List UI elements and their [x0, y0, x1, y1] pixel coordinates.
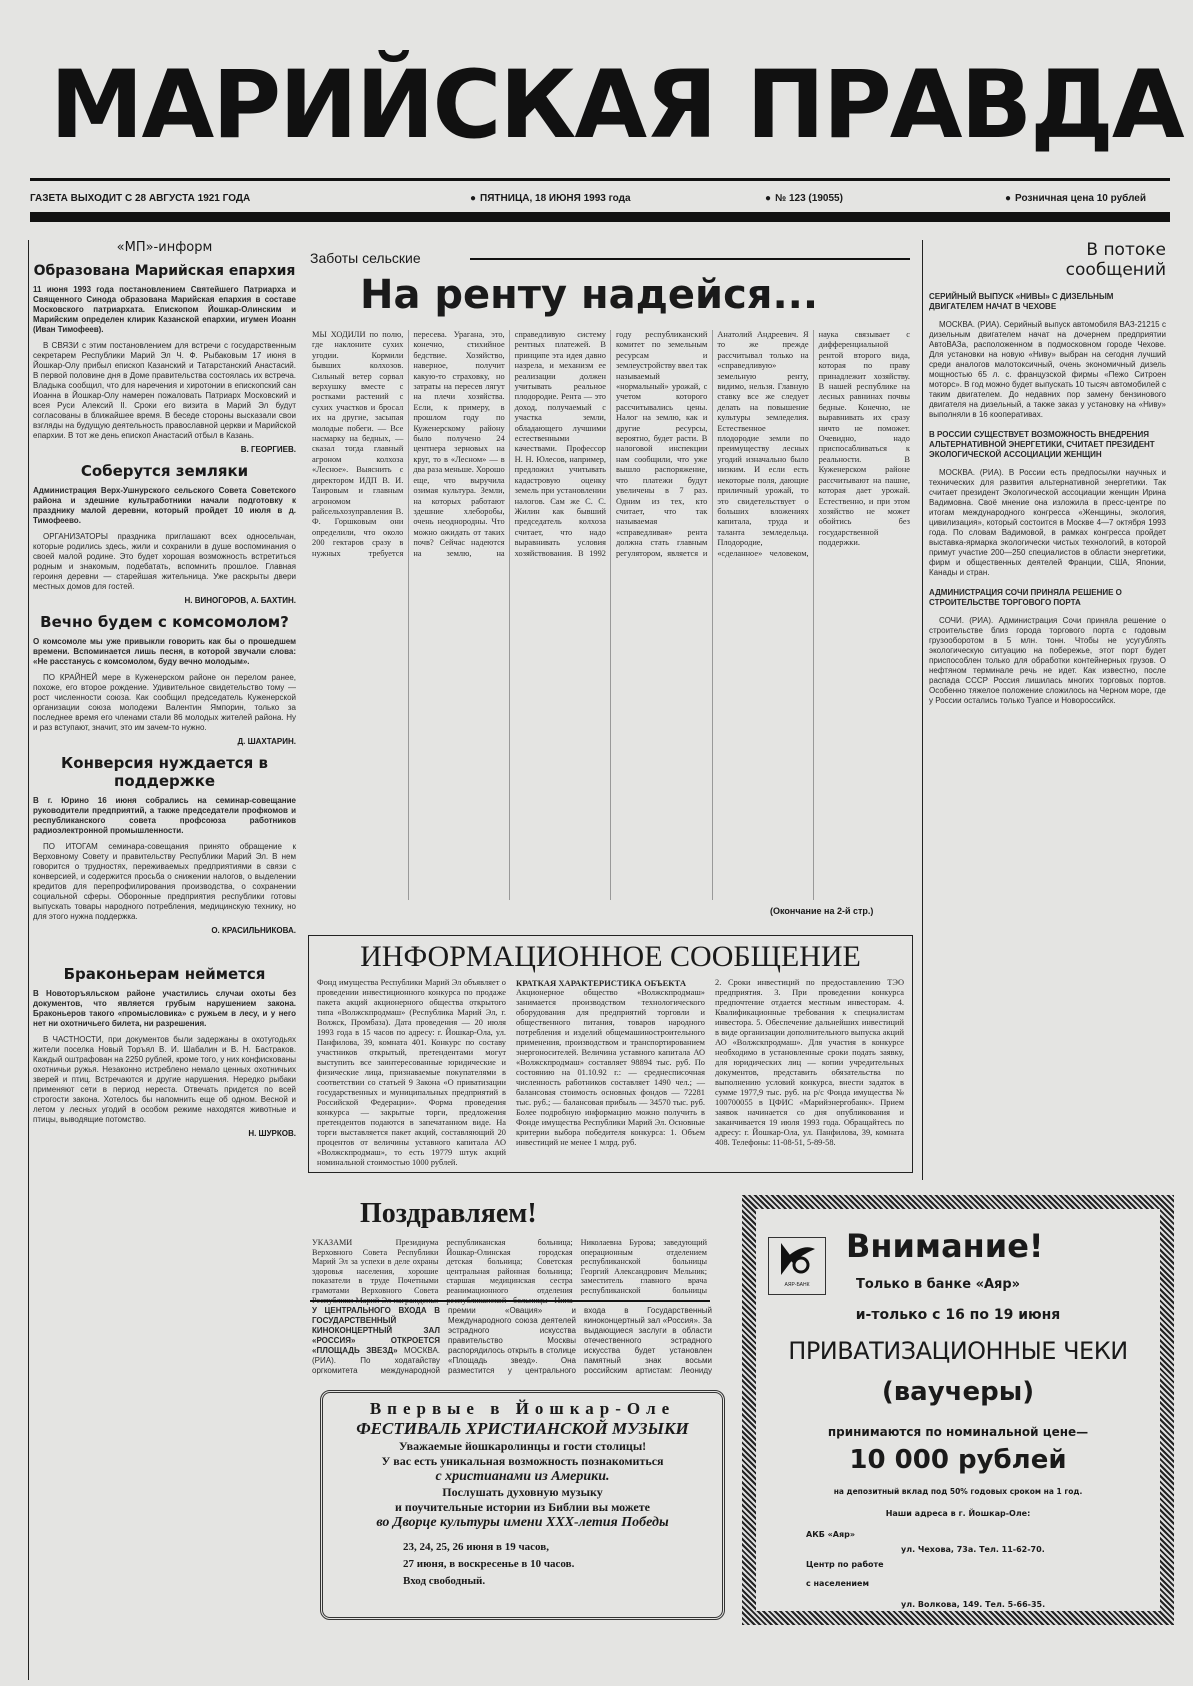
info-col-1: Фонд имущества Республики Марий Эл объявляет о проведении инвестиционного конкурса по продаже пакета акций акционерного общества открытого типа «Волжскпродмаш» (Республика Марий Эл, г. Волжск, Промбаза). Дата проведения — 20 июля 1993 года в 15 часов по адресу: г. Йошкар-Ола, ул. Панфилова, 39, комната 401. Конкурс по составу участников открытый, претендентами могут выступить все заинтересованные юридические и физические лица, признаваемые покупателями в соответствии со статьей 9 Закона «О приватизации государственных и муниципальных предприятий в Российской Федерации». Форма проведения конкурса — закрытые торги, предложения претендентов подаются в запечатанном виде. На торги выставляется пакет акций, составляющий 20 процентов от величины уставного капитала АО «Волжскпродмаш», то есть 19779 штук акций номинальной стоимостью 1000 рублей.: [317, 978, 506, 1167]
date-text: ● ПЯТНИЦА, 18 ИЮНЯ 1993 года: [470, 193, 631, 204]
addr2: ул. Волкова, 149. Тел. 5-66-35.: [901, 1600, 1046, 1609]
article-lead: В Новоторъяльском районе участились случаи охоты без документов, что является грубым нарушением закона. Браконьеров такого «промысловика» с ружьем в лесу, и у него нет ни охотничьего билета, ни разрешения.: [33, 989, 296, 1028]
festival-line: и поучительные истории из Библии вы можете: [395, 1500, 650, 1514]
festival-schedule: 23, 24, 25, 26 июня в 19 часов,: [403, 1541, 549, 1553]
left-column: [28, 240, 300, 1680]
article-lead: 11 июня 1993 года постановлением Святейшего Патриарха и Священного Синода образована Марийская епархия в составе Московского патриархата. Епископом Йошкар-Олинским и Марийским определен клирик Казанской епархии, игумен Иоанн (Иван Тимофеев).: [33, 285, 296, 334]
article-title: Образована Марийская епархия: [33, 263, 296, 279]
article-signature: О. КРАСИЛЬНИКОВА.: [211, 926, 296, 935]
ad-only-bank: Только в банке «Аяр»: [856, 1277, 1021, 1292]
congrats-body: УКАЗАМИ Президиума Верховного Совета Республики Марий Эл за успехи в деле охраны здоровья населения, хорошие показатели в труде Почетными грамотами Верховного Совета республиканская больница; Йошкар-Олинская городская детская больница; Советская центральная районная больница; старшая медицинская сестра реанимационного отделения Николаевна Бурова; заведующий операционным отделением республиканской больницы Георгий Александрович Мельник; заместитель главного врача республиканской больницы: [312, 1238, 707, 1295]
festival-line: У вас есть уникальная возможность познакомиться: [381, 1454, 664, 1468]
festival-line: во Дворце культуры имени XXX-летия Победы: [376, 1515, 669, 1530]
addr2-name: с населением: [806, 1579, 870, 1588]
rubric-mp-inform: «МП»-информ: [116, 240, 213, 255]
bank-logo-icon: [777, 1241, 817, 1277]
newspaper-masthead: МАРИЙСКАЯ ПРАВДА: [50, 51, 1183, 160]
congrats-rule: [310, 1300, 710, 1302]
info-message-title: ИНФОРМАЦИОННОЕ СООБЩЕНИЕ: [360, 940, 861, 973]
continued-note: (Окончание на 2-й стр.): [770, 906, 874, 916]
article-title: Вечно будем с комсомолом?: [40, 613, 289, 631]
article-title: Браконьерам неймется: [63, 965, 266, 983]
ad-accepted: принимаются по номинальной цене—: [827, 1425, 1089, 1439]
stars-body: МОСКВА. (РИА). По ходатайству оргкомитета международной премии «Овация» и Международного союза деятелей эстрадного искусства правительство Москвы распорядилось открыть в столице «Площадь звезд». Она разместится у центрального входа в Государственный киноконцертный зал «Россия». За выдающиеся заслуги в области отечественного эстрадного искусства будет установлен памятный знак восьми российским артистам: Леониду: [312, 1306, 712, 1375]
rubric-zaboty: Заботы сельские: [310, 250, 421, 266]
ad-price: 10 000 рублей: [849, 1445, 1067, 1475]
news-title: АДМИНИСТРАЦИЯ СОЧИ ПРИНЯЛА РЕШЕНИЕ О СТРОИТЕЛЬСТВЕ ТОРГОВОГО ПОРТА: [929, 588, 1122, 607]
festival-line: Послушать духовную музыку: [442, 1485, 603, 1499]
main-article-body: МЫ ХОДИЛИ по полю, где наклоните сухих угодии. Кормили бывших колхозов. Сильный ветер сорвал верхушку вместе с ростками растений с сухих участков и бросал их на другие, засыпая молодые побеги. — Все насмарку на бедных, — сказал тогда главный агроном колхоза «Лесное». Выяснить с директором ИДП В. И. Таировым и главным агрономом райсельхозуправления В. Ф. Горшковым они определили, что около 200 гектаров сразу в нужных требуется пересева. Урагана, это, конечно, стихийное бедствие. Хозяйство, наверное, получит какую-то страховку, но затраты на пересев лягут на плечи хозяйства. Если, к примеру, в прошлом году по Куженерскому району было получено 24 центнера зерновых на круг, то в «Лесном» — в два раза меньше. Хорошо еще, что выручила озимая культура. Земли, на которых работают здешние хлеборобы, очень неоднородны. Что можно ожидать от таких почв? Сейчас надеются на землю, на справедливую систему рентных платежей. В принципе эта идея давно назрела, и механизм ее реализации должен учитывать реальное плодородие. Рента — это доход, получаемый с участка земли, обладающего лучшими естественными качествами. Профессор Н. Н. Юлесов, например, предложил учитывать кадастровую оценку земель при установлении налогов. Сам же С. С. Жилин как бывший председатель колхоза считает, что надо выравнивать условия хозяйствования. В 1992 году республиканский комитет по земельным ресурсам и землеустройству ввел так называемый «нормальный» урожай, с учетом которого рассчитывались цены. Налог на землю, как и другие ресурсы, вероятно, будет расти. В налоговой инспекции нам сообщили, что уже вышло распоряжение, что платежи будут увеличены в 7 раз. Одним из тех, кто считает, что так называемая «справедливая» рента должна стать главным регулятором, является и Анатолий Андреевич. Я то же прежде рассчитывал только на «справедливую» земельную ренту, видимо, нельзя. Главную ставку все же следует делать на повышение культуры земледелия. Естественное плодородие земли по преимуществу лесных угодий изначально было низким. И если есть некоторые поля, дающие приличный урожай, то это свидетельствует о больших вложениях капитала, труда и таланта земледельца. Плодородие, «сделанное» человеком, наука связывает с дифференциальной рентой второго вида, которая по праву принадлежит хозяйству. В нашей республике на лесных равнинах почвы бедные. Конечно, не выравнивать их сразу ничто не поможет. Очевидно, надо приспосабливаться к реальности. В Куженерском районе рассчитывают на пашне, которая дает урожай. Естественно, и при этом хозяйство не может обойтись без государственной поддержки.: [312, 330, 910, 558]
article-signature: Н. ШУРКОВ.: [248, 1129, 296, 1138]
article-signature: Д. ШАХТАРИН.: [237, 737, 296, 746]
ad-checks: ПРИВАТИЗАЦИОННЫЕ ЧЕКИ: [788, 1337, 1128, 1365]
issue-number: ● № 123 (19055): [765, 193, 843, 204]
price-text: ● Розничная цена 10 рублей: [1005, 193, 1146, 204]
header-thick-rule: [30, 212, 1170, 222]
news-body: МОСКВА. (РИА). Серийный выпуск автомобиля ВАЗ-21215 с дизельным двигателем начат на дочернем предприятии АвтоВАЗа, расположенном в подмосковном городе Чехове. Для установки на новую «Ниву» выбран на сегодня лучший среди аналогов малотоксичный, очень экономичный дизель мощностью 65 л. с. французской фирмы «Пежо Ситроен моторс». В год можно будет выпускать 10 тысяч автомобилей с таким двигателем. До недавних пор замену бензинового двигателя на дизельный, а также заказ у установку на «Ниву» выполняли в 16 кооперативах.: [929, 320, 1166, 419]
article-lead: О комсомоле мы уже привыкли говорить как бы о прошедшем времени. Вспоминается лишь песня, в которой звучали слова: «Не расстанусь с комсомолом, буду вечно молодым».: [33, 637, 296, 666]
article-body: ПО ИТОГАМ семинара-совещания принято обращение к Верховному Совету и правительству Республики Марий Эл. В нем говорится о трудностях, переживаемых предприятиями в связи с конверсией, и содержится просьба о снижении налогов, о выделении кредитов для перепрофилирования производства, о сохранении социальной сферы. Оборонные предприятия республики готовы выпускать товары народного потребления, медицинскую технику, но для этого нужна поддержка.: [33, 842, 296, 921]
ad-addresses: Наши адреса в г. Йошкар-Оле:: [885, 1509, 1031, 1518]
ad-dates: и-только с 16 по 19 июня: [855, 1307, 1061, 1323]
info-col-2-head: КРАТКАЯ ХАРАКТЕРИСТИКА ОБЪЕКТА: [516, 978, 687, 988]
festival-line: Уважаемые йошкаролинцы и гости столицы!: [398, 1439, 647, 1453]
right-column: [922, 240, 1172, 1180]
article-signature: В. ГЕОРГИЕВ.: [240, 445, 296, 454]
addr1-name: АКБ «Аяр»: [806, 1530, 856, 1539]
news-body: СОЧИ. (РИА). Администрация Сочи приняла решение о строительстве близ города торгового порта с годовым грузооборотом в 5 млн. тонн. Чтобы не усугублять экологическую ситуацию на побережье, этот порт будет приспособлен только для обработки контейнерных грузов. О нефтяном терминале речь не идет. Как известно, после распада СССР Россия лишилась многих торговых портов. Особенно тяжелое положение сложилось на Черном море, где у России остались только Туапсе и Новороссийск.: [929, 616, 1166, 705]
article-body: ОРГАНИЗАТОРЫ праздника приглашают всех односельчан, которые родились здесь, жили и сохранили в душе воспоминания о своей малой родине. Это будет хорошая возможность встретиться родным и знакомым, подебатать, вспомнить прошлое. Главная героиня деревни — старейшая жительница. Уже раскрыты двери местных домов для гостей.: [33, 532, 296, 591]
stars-article: [312, 1306, 712, 1378]
article-title: Соберутся земляки: [80, 462, 249, 480]
article-body: В ЧАСТНОСТИ, при документов были задержаны в охотугодьях жители поселка Новый Торъял В. И. Шабалин и В. Н. Бастраков. Каждый оштрафован на 2250 рублей, кроме того, у них конфискованы охотничьи ружья. Незаконно истреблено немало ценных охотничьих зверей и птиц. Встречаются и другие нарушения. Нередко рыбаки применяют сети в период нереста. Отвечать придется по всей строгости закона. Хотелось бы напомнить еще об одном. Весной и летом у лесных угодий в особом режиме находятся животные и птицы, выводящие потомство.: [33, 1035, 296, 1124]
ad-vouchers: (ваучеры): [881, 1377, 1035, 1407]
bank-logo: [768, 1237, 826, 1295]
news-title: В РОССИИ СУЩЕСТВУЕТ ВОЗМОЖНОСТЬ ВНЕДРЕНИЯ АЛЬТЕРНАТИВНОЙ ЭНЕРГЕТИКИ, СЧИТАЕТ ПРЕЗИДЕНТ ЭКОЛОГИЧЕСКОЙ АССОЦИАЦИИ ЖЕНЩИН: [929, 430, 1155, 459]
article-signature: Н. ВИНОГОРОВ, А. БАХТИН.: [184, 596, 296, 605]
info-bar: [30, 190, 1170, 206]
bank-logo-text: АЯР-БАНК: [784, 1282, 810, 1288]
addr1: ул. Чехова, 73а. Тел. 11-62-70.: [901, 1545, 1045, 1554]
main-headline: На ренту надейся...: [360, 272, 819, 318]
ad-deposit: на депозитный вклад под 50% годовых сроком на 1 год.: [833, 1487, 1083, 1496]
rubric-news-flow: В потоке сообщений: [1065, 240, 1166, 280]
festival-schedule: 27 июня, в воскресенье в 10 часов.: [403, 1558, 575, 1570]
article-lead: В г. Юрино 16 июня собрались на семинар-совещание руководители предприятий, а также председатели профкомов и республиканского совета профсоюза работников радиоэлектронной промышленности.: [33, 796, 296, 835]
info-col-3: 2. Сроки инвестиций по предоставлению ТЭО предприятия. 3. При проведении конкурса предпочтение отдается местным инвесторам. 4. Квалификационные требования к специалистам инвестора. 5. Обеспечение дальнейших инвестиций в виде организации дополнительного выпуска акций АО «Волжскпродмаш». Для участия в конкурсе необходимо в установленные сроки подать заявку, для юридических лиц — копии учредительных документов, представить обязательства по выполнению условий конкурса, внести задаток в сумме 1977,9 тыс. руб. на р/с Фонда имущества № 100700055 в ЦФИС «Марийэнергобанк». Прием заявок начинается со дня опубликования и заканчивается 19 июля 1993 года. Обращайтесь по адресу: г. Йошкар-Ола, ул. Панфилова, 39, комната 408. Телефоны: 11-08-51, 5-89-58.: [715, 978, 904, 1147]
festival-ad: [320, 1390, 725, 1620]
stars-title: У ЦЕНТРАЛЬНОГО ВХОДА В ГОСУДАРСТВЕННЫЙ КИНОКОНЦЕРТНЫЙ ЗАЛ «РОССИЯ» ОТКРОЕТСЯ «ПЛОЩАДЬ ЗВЕЗД»: [312, 1306, 440, 1355]
article-body: В СВЯЗИ с этим постановлением для встречи с государственным секретарем Республики Марий Эл Ч. Ф. Рыбаковым 17 июня в Йошкар-Олу прибыл епископ Казанский и Татарстанский Анастасий. В первой половине дня в Доме правительства состоялась их встреча. Владыка сообщил, что для наречения и хиротонии в епископский сан Иоанна в Йошкар-Олу намерен пожаловать Патриарх Московский и всея Руси Алексий II. Сроки его визита в Марий Эл будут согласованы в ближайшее время. В беседе стороны высказали свои взгляды на будущую деятельность православной церкви и Марийской епархии. В тот же день епископ Анастасий отбыл в Казань.: [33, 341, 296, 440]
info-col-2: Акционерное общество «Волжскпродмаш» занимается производством технологического оборудования для предприятий торговли и общественного питания, товаров народного потребления и изделий общемашиностроительного применения, производством и транспортированием энергоносителей. Величина уставного капитала АО «Волжскпродмаш» составляет 98894 тыс. руб. По состоянию на 01.10.92 г.: — среднесписочная численность работников составляет 1490 чел.; — балансовая стоимость основных фондов — 72281 тыс. руб.; — балансовая прибыль — 34570 тыс. руб. Более подробную информацию можно получить в Фонде имущества Республики Марий Эл. Основные критерии выбора победителя конкурса: 1. Объем инвестиций не менее 1 млрд. руб.: [516, 988, 705, 1148]
founded-text: ГАЗЕТА ВЫХОДИТ С 28 АВГУСТА 1921 ГОДА: [30, 192, 251, 204]
festival-entry: Вход свободный.: [403, 1575, 486, 1587]
ad-attention: Внимание!: [846, 1227, 1044, 1265]
festival-line: Впервые в Йошкар-Оле: [369, 1399, 676, 1418]
masthead-rule: [30, 178, 1170, 181]
rubric-rule: [470, 258, 910, 260]
article-body: ПО КРАЙНЕЙ мере в Куженерском районе он перелом ранее, похоже, его второе рождение. Удивительное свидетельство тому — рост численности союза. Как сообщил председатель Куженерской организации союза молодежи Валентин Ямпорин, только за последнее время его членами стали 86 молодых жителей района. Ну и раз вступают, значит, это им зачем-то нужно.: [33, 673, 296, 732]
festival-title: ФЕСТИВАЛЬ ХРИСТИАНСКОЙ МУЗЫКИ: [356, 1419, 689, 1438]
festival-line: с христианами из Америки.: [435, 1469, 610, 1484]
news-title: СЕРИЙНЫЙ ВЫПУСК «НИВЫ» С ДИЗЕЛЬНЫМ ДВИГАТЕЛЕМ НАЧАТ В ЧЕХОВЕ: [929, 292, 1114, 311]
article-lead: Администрация Верх-Ушнурского сельского Совета Советского района и здешние культработники начали подготовку к празднику малой деревни, который пройдет 10 июля в д. Тимофеево.: [33, 486, 296, 525]
article-title: Конверсия нуждается в поддержке: [61, 754, 268, 790]
info-message-box: [308, 935, 913, 1173]
bank-ad: [742, 1195, 1174, 1625]
news-body: МОСКВА. (РИА). В России есть предпосылки научных и технических для развития альтернативной энергетики. Так считает президент Экологической ассоциации женщин Ирина Вадимовна. Своё мнение она изложила в пресс-центре по итогам международного конгресса «Женщины, экология, цивилизация», который состоится в Москве 4—7 октября 1993 года. По словам Вадимовой, в рамках конгресса пройдет выставка-ярмарка экологически чистых технологий, в которой примут участие 200—250 специалистов в области энергетики, фирм и общественных деятелей Франции, США, Японии, Канады и стран.: [929, 468, 1166, 577]
addr2-name: Центр по работе: [806, 1560, 884, 1569]
congrats-title: Поздравляем!: [360, 1198, 537, 1229]
